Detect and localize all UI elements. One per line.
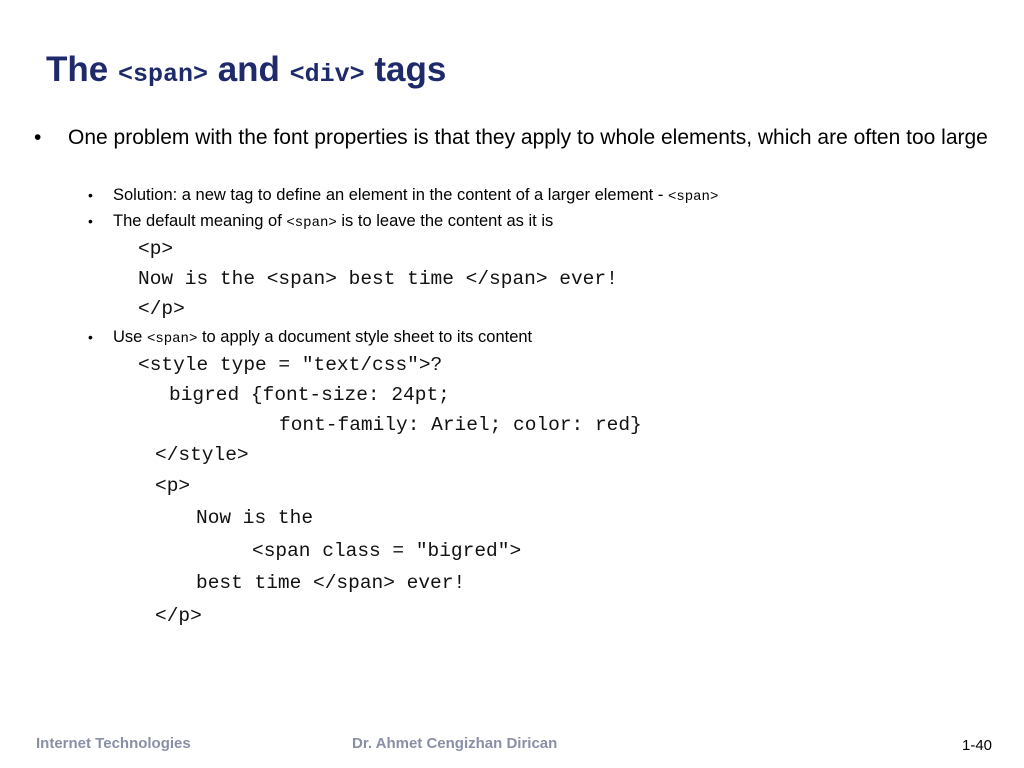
title-code-span: <span> (117, 60, 208, 89)
code-line: best time </span> ever! (196, 572, 466, 594)
title-code-div: <div> (289, 60, 365, 89)
footer-page-number: 1-40 (962, 737, 993, 754)
code-line: font-family: Ariel; color: red} (279, 414, 642, 436)
slide-title (46, 52, 446, 87)
sub-bullet-2-suffix: is to leave the content as it is (336, 212, 554, 230)
sub-bullet-dot-icon: • (88, 187, 93, 203)
code-line: Now is the (196, 507, 314, 529)
sub-bullet-3-code: <span> (146, 331, 198, 347)
code-line: </style> (155, 444, 249, 466)
sub-bullet-3-suffix: to apply a document style sheet to its content (197, 328, 533, 346)
code-line: Now is the <span> best time </span> ever! (138, 268, 618, 290)
code-line: bigred {font-size: 24pt; (169, 384, 450, 406)
title-text-3: tags (364, 50, 447, 89)
title-text-2: and (207, 50, 290, 89)
sub-bullet-dot-icon: • (88, 329, 93, 345)
code-line: <p> (138, 238, 174, 260)
code-line: <style type = "text/css">? (138, 354, 443, 376)
sub-bullet-1-text: Solution: a new tag to define an element in the content of a larger element - (113, 186, 668, 204)
sub-bullet-1-code: <span> (667, 189, 719, 205)
bullet-1-text: One problem with the font properties is that they apply to whole elements, which are often too large (68, 126, 988, 149)
title-text-1: The (46, 50, 118, 89)
sub-bullet-3-prefix: Use (113, 328, 147, 346)
footer-course-title: Internet Technologies (36, 735, 191, 752)
sub-bullet-2-code: <span> (286, 215, 337, 231)
bullet-dot-icon: • (34, 126, 42, 149)
code-line: <p> (155, 475, 191, 497)
sub-bullet-dot-icon: • (88, 213, 93, 229)
code-line: <span class = "bigred"> (252, 540, 522, 562)
code-line: </p> (155, 605, 202, 627)
code-line: </p> (138, 298, 185, 320)
sub-bullet-2-prefix: The default meaning of (113, 212, 287, 230)
footer-author: Dr. Ahmet Cengizhan Dirican (352, 735, 558, 752)
